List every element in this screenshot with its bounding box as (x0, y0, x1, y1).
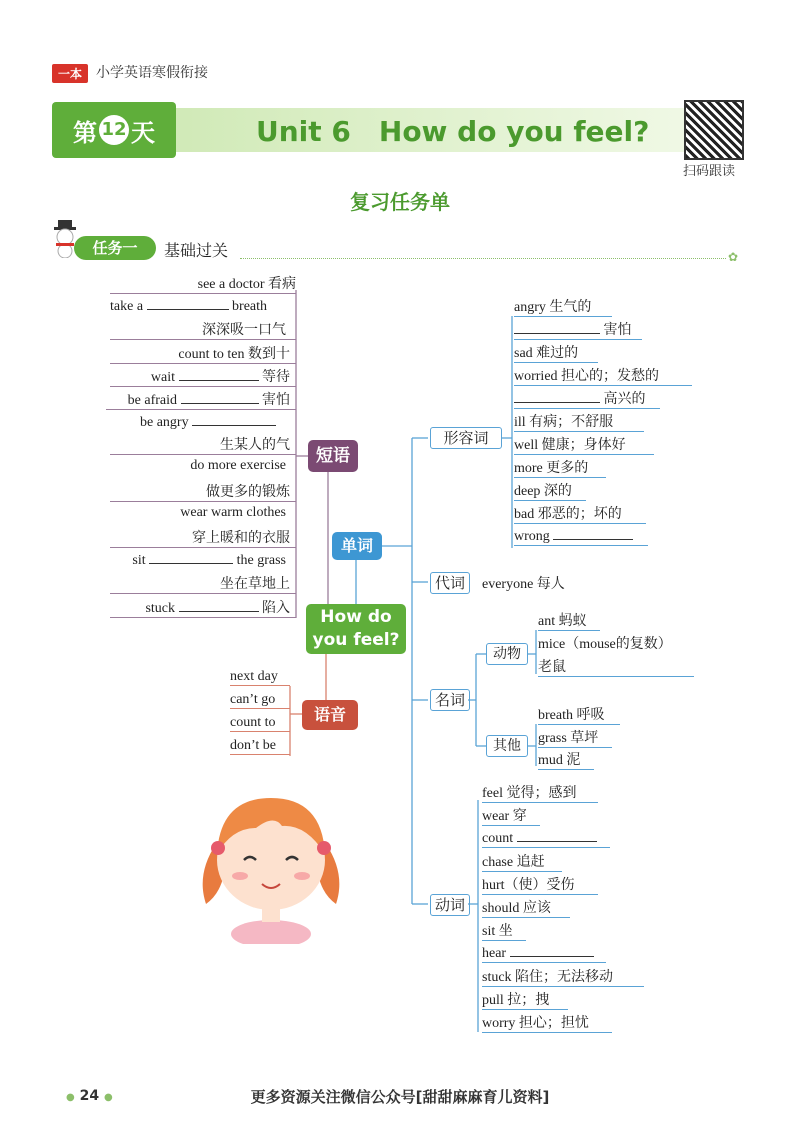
center-line-2: you feel? (312, 630, 400, 650)
phrase-4-text: wait (150, 370, 175, 385)
unit-title: Unit 6 How do you feel? (256, 115, 650, 148)
verb-2: wear 穿 (482, 805, 540, 826)
dot-icon: ● (66, 1092, 75, 1103)
sound-4: don’t be (230, 738, 290, 755)
blank[interactable] (192, 413, 276, 426)
phrase-9-text-b: the grass (236, 553, 286, 568)
verb-4: chase 追赶 (482, 851, 562, 872)
brand-logo: 一本 (52, 64, 88, 83)
blank[interactable] (179, 368, 259, 381)
phrase-9 (120, 551, 296, 569)
phrase-8: wear warm clothes (180, 505, 286, 520)
animal-2-meaning: 老鼠 (538, 656, 694, 677)
blank[interactable] (179, 599, 259, 612)
adj-9: deep 深的 (514, 480, 586, 501)
other-3: mud 泥 (538, 749, 594, 770)
node-nouns: 名词 (430, 689, 470, 711)
phrase-8-meaning: 穿上暖和的衣服 (110, 527, 296, 548)
adj-4: worried 担心的；发愁的 (514, 365, 692, 386)
node-phrases: 短语 (308, 440, 358, 472)
sound-3: count to (230, 715, 290, 732)
animal-2: mice（mouse的复数） (538, 637, 672, 652)
task-sheet-title: 复习任务单 (350, 190, 450, 214)
blank[interactable] (514, 390, 600, 403)
phrase-2-text-a: take a (110, 299, 144, 314)
node-words: 单词 (332, 532, 382, 560)
adj-3: sad 难过的 (514, 342, 598, 363)
footer-text: 更多资源关注微信公众号[甜甜麻麻育儿资料] (250, 1088, 550, 1106)
adj-6: ill 有病；不舒服 (514, 411, 644, 432)
task-title: 基础过关 (164, 241, 229, 260)
flower-icon: ✿ (728, 250, 739, 264)
node-sounds: 语音 (302, 700, 358, 730)
node-center (306, 604, 406, 654)
day-prefix: 第 (73, 118, 97, 147)
verb-1: feel 觉得；感到 (482, 782, 598, 803)
node-others: 其他 (486, 735, 528, 757)
phrase-10 (110, 597, 296, 618)
other-1: breath 呼吸 (538, 704, 620, 725)
phrase-7: do more exercise (190, 458, 286, 473)
blank[interactable] (553, 527, 633, 540)
phrase-4 (110, 366, 296, 387)
adj-10: bad 邪恶的；坏的 (514, 503, 646, 524)
dot-icon: ● (103, 1092, 113, 1103)
phrase-7-meaning: 做更多的锻炼 (110, 481, 296, 502)
adj-11-text: wrong (514, 529, 550, 544)
phrase-2 (110, 297, 296, 315)
adj-5 (514, 388, 660, 409)
adj-5-meaning: 高兴的 (603, 392, 646, 407)
phrase-3: count to ten 数到十 (110, 343, 296, 364)
series-title: 小学英语寒假衔接 (96, 65, 208, 81)
verb-9: stuck 陷住；无法移动 (482, 966, 644, 987)
node-animals: 动物 (486, 643, 528, 665)
adj-1: angry 生气的 (514, 296, 612, 317)
phrase-5-meaning: 害怕 (262, 393, 290, 408)
verb-8 (482, 944, 606, 963)
node-pronouns: 代词 (430, 572, 470, 594)
page-number-text: 24 (79, 1088, 100, 1104)
center-line-1: How do (320, 607, 392, 627)
day-suffix: 天 (131, 118, 155, 147)
node-verbs: 动词 (430, 894, 470, 916)
verb-3 (482, 829, 610, 848)
adj-8: more 更多的 (514, 457, 606, 478)
verb-3-text: count (482, 831, 514, 846)
day-number: 12 (99, 115, 129, 145)
blank[interactable] (517, 829, 597, 842)
animal-1: ant 蚂蚁 (538, 610, 600, 631)
adj-2-meaning: 害怕 (603, 323, 632, 338)
phrase-2-meaning: 深深吸一口气 (110, 319, 296, 340)
phrase-5-text: be afraid (127, 393, 177, 408)
node-adjectives: 形容词 (430, 427, 502, 449)
phrase-6-text: be angry (140, 415, 189, 430)
adj-7: well 健康；身体好 (514, 434, 654, 455)
adj-11 (514, 527, 648, 546)
verb-7: sit 坐 (482, 920, 526, 941)
phrase-9-meaning: 坐在草地上 (110, 573, 296, 594)
phrase-4-meaning: 等待 (262, 370, 290, 385)
phrase-1: see a doctor 看病 (110, 273, 296, 294)
blank[interactable] (514, 321, 600, 334)
phrase-2-text-b: breath (232, 299, 268, 314)
sound-2: can’t go (230, 692, 290, 709)
blank[interactable] (181, 391, 259, 404)
blank[interactable] (149, 551, 233, 564)
verb-8-text: hear (482, 946, 507, 961)
verb-10: pull 拉；拽 (482, 989, 568, 1010)
verb-11: worry 担心；担忧 (482, 1012, 612, 1033)
phrase-10-meaning: 陷入 (262, 601, 290, 616)
blank[interactable] (147, 297, 229, 310)
phrase-6-meaning: 生某人的气 (110, 434, 296, 455)
pronoun-1: everyone 每人 (482, 577, 565, 592)
adj-2 (514, 319, 642, 340)
girl-illustration (186, 784, 356, 944)
phrase-6 (140, 413, 290, 431)
blank[interactable] (510, 944, 594, 957)
verb-6: should 应该 (482, 897, 570, 918)
phrase-10-text: stuck (145, 601, 175, 616)
qr-label: 扫码跟读 (683, 164, 736, 179)
task-badge: 任务一 (74, 236, 156, 260)
phrase-5 (106, 389, 296, 410)
verb-5: hurt（使）受伤 (482, 874, 598, 895)
other-2: grass 草坪 (538, 727, 612, 748)
sound-1: next day (230, 669, 290, 686)
phrase-9-text-a: sit (132, 553, 146, 568)
